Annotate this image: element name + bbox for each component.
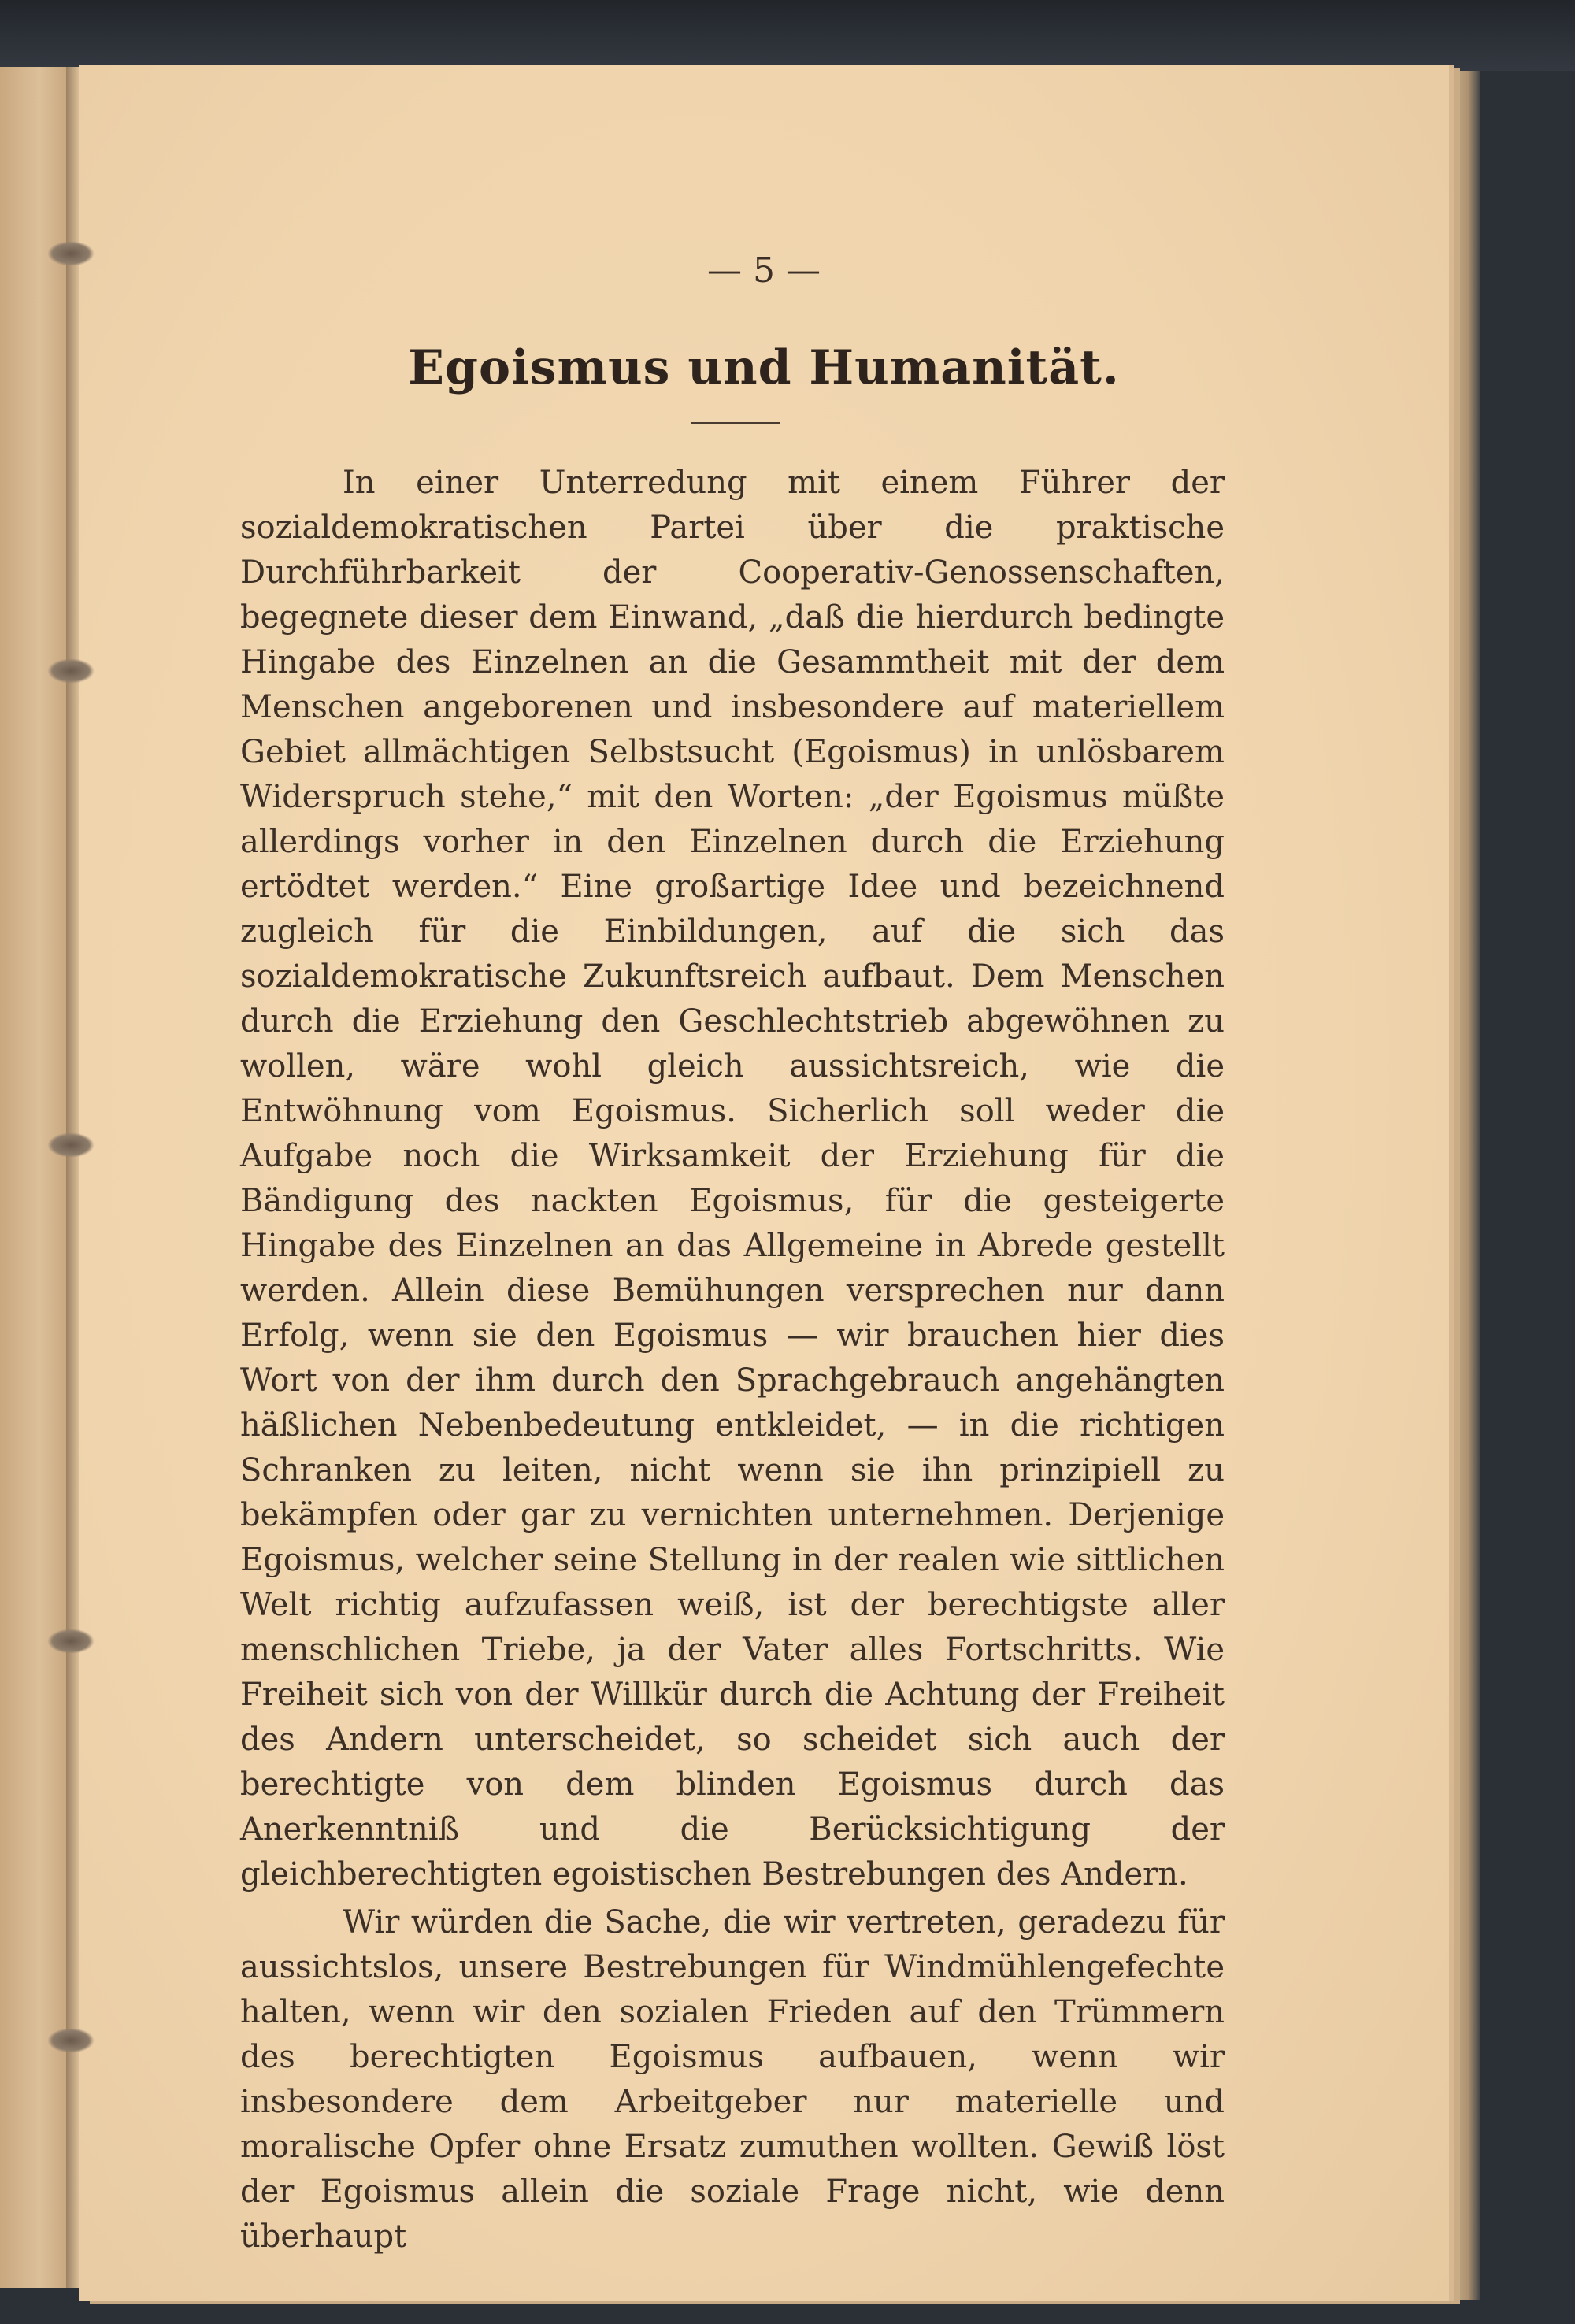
body-text [240,461,1225,2259]
binding-stitch [47,2028,94,2053]
page-title: Egoismus und Humanität. [408,340,1120,395]
facing-page-edge [0,67,72,2288]
paragraph: Wir würden die Sache, die wir vertreten, geradezu für aussichtslos, unsere Bestrebungen für Windmühlengefechte halten, wenn wir den sozialen Frieden auf den Trümmern des berechtigten Egoismus aufbauen, wenn wir insbesondere dem Arbeitgeber nur materielle und moralische Opfer ohne Ersatz zumuthen wollten. Gewiß löst der Egoismus allein die soziale Frage nicht, wie denn überhaupt [240,1904,1225,2255]
binding-stitch [47,1629,94,1654]
title-divider [691,422,780,424]
paragraph: In einer Unterredung mit einem Führer der sozialdemokratischen Partei über die praktische Durchführbarkeit der Cooperativ-Genossenschaften, begegnete dieser dem Einwand, „daß die hierdurch bedingte Hingabe des Einzelnen an die Gesammtheit mit der dem Menschen angeborenen und insbesondere auf materiellem Gebiet allmächtigen Selbstsucht (Egoismus) in unlösbarem Widerspruch stehe,“ mit den Worten: „der Egoismus müßte allerdings vorher in den Einzelnen durch die Erziehung ertödtet werden.“ Eine großartige Idee und bezeichnend zugleich für die Einbildungen, auf die sich das sozialdemokratische Zukunftsreich aufbaut. Dem Menschen durch die Erziehung den Geschlechtstrieb abgewöhnen zu wollen, wäre wohl gleich aussichtsreich, wie die Entwöhnung vom Egoismus. Sicherlich soll weder die Aufgabe noch die Wirksamkeit der Erziehung für die Bändigung des nackten Egoismus, für die gesteigerte Hingabe des Einzelnen an das Allgemeine in Abrede gestellt werden. Allein diese Bemühungen versprechen nur dann Erfolg, wenn sie den Egoismus — wir brauchen hier dies Wort von der ihm durch den Sprachgebrauch angehängten häßlichen Nebenbedeutung entkleidet, — in die richtigen Schranken zu leiten, nicht wenn sie ihn prinzipiell zu bekämpfen oder gar zu vernichten unternehmen. Derjenige Egoismus, welcher seine Stellung in der realen wie sittlichen Welt richtig aufzufassen weiß, ist der berechtigste aller menschlichen Triebe, ja der Vater alles Fortschritts. Wie Freiheit sich von der Willkür durch die Achtung der Freiheit des Andern unterscheidet, so scheidet sich auch der berechtigte von dem blinden Egoismus durch das Anerkenntniß und die Berücksichtigung der gleichberechtigten egoistischen Bestrebungen des Andern. [240,465,1225,1892]
binding-stitch [47,1132,94,1158]
background-shadow [0,0,1575,71]
page-number: — 5 — [707,250,821,291]
binding-stitch [47,658,94,684]
page-stack-edge [1449,71,1480,2300]
